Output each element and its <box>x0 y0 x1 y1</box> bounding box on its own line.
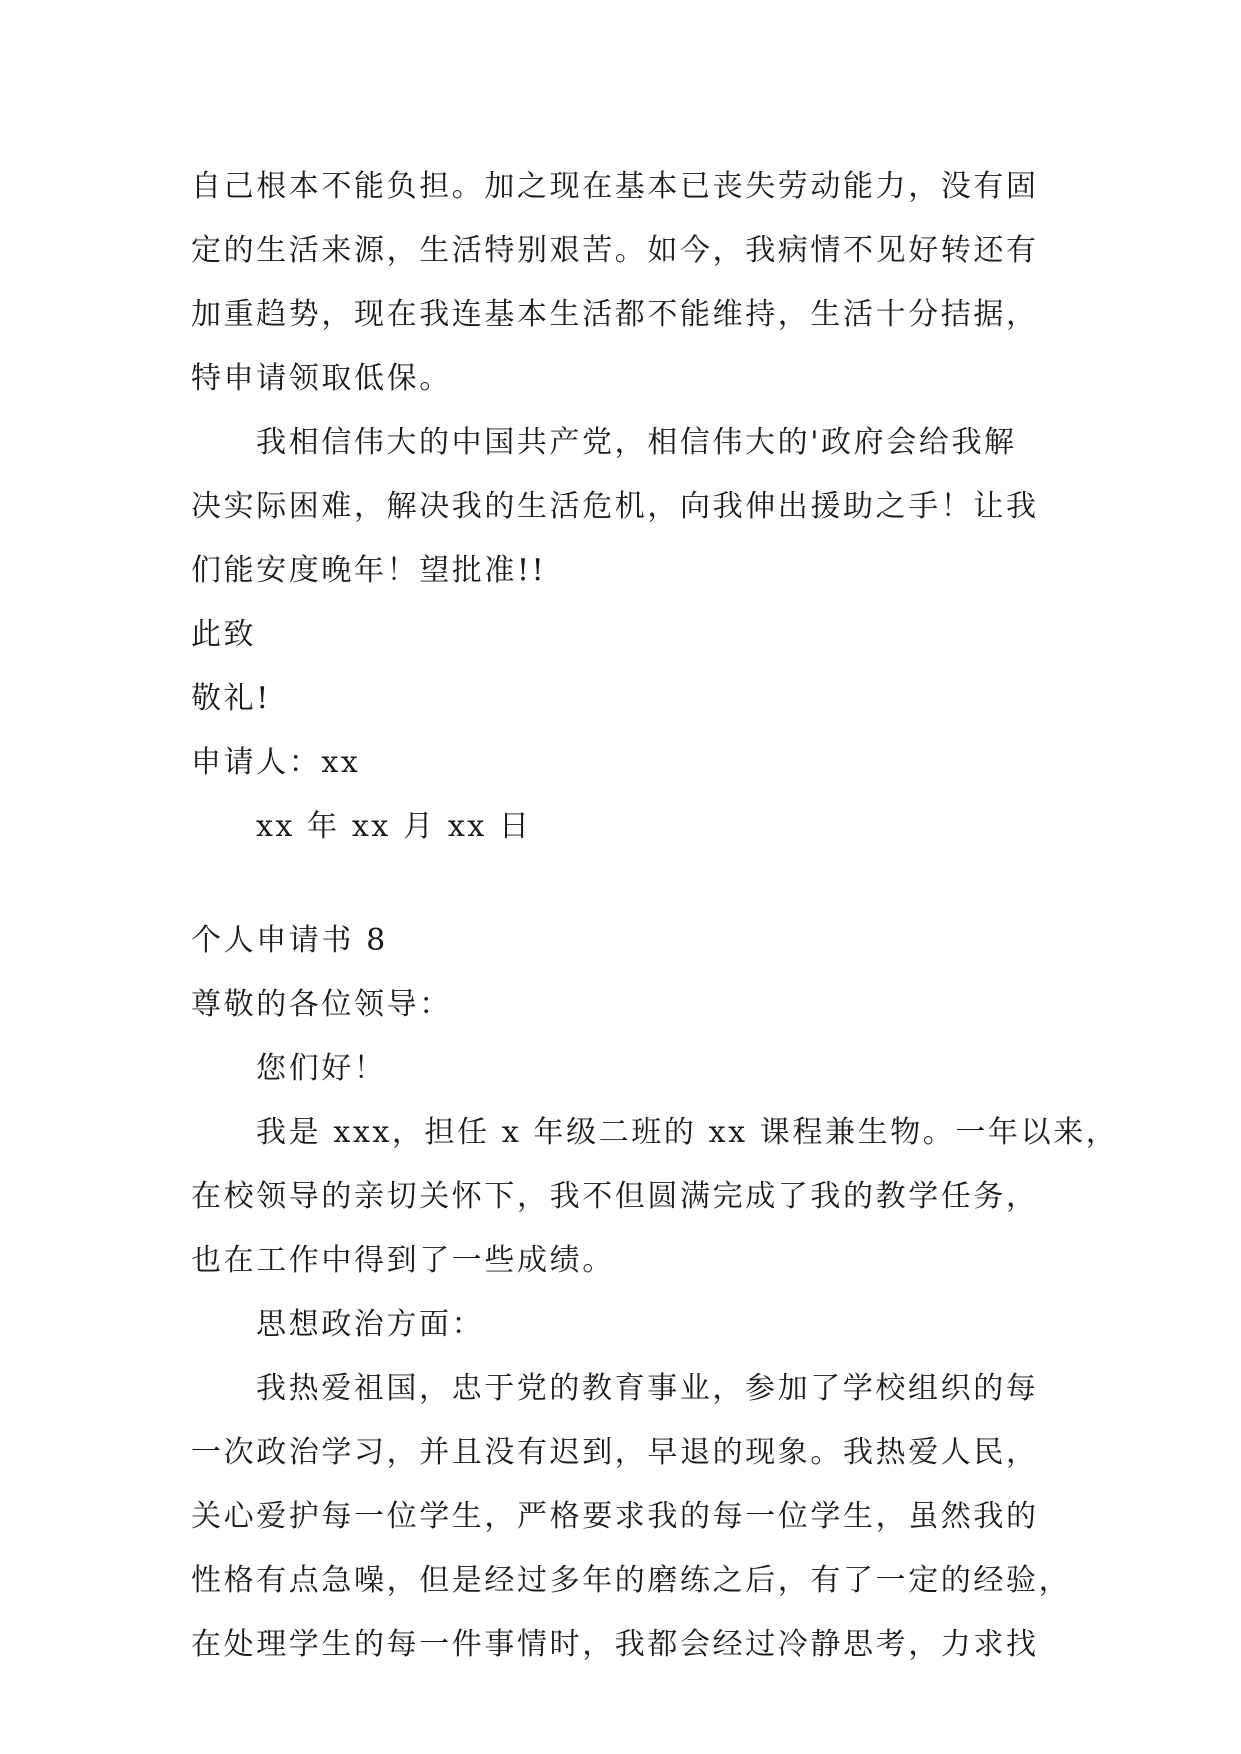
body-line: 性格有点急噪，但是经过多年的磨练之后，有了一定的经验， <box>191 1563 1072 1598</box>
body-line: 定的生活来源，生活特别艰苦。如今，我病情不见好转还有 <box>191 233 1039 268</box>
body-line: 也在工作中得到了一些成绩。 <box>191 1243 615 1278</box>
body-line: 们能安度晚年！望批准!! <box>191 553 547 588</box>
body-line: 决实际困难，解决我的生活危机，向我伸出援助之手！让我 <box>191 489 1039 524</box>
applicant-signature: 申请人：xx <box>191 745 361 780</box>
salutation: 尊敬的各位领导： <box>191 987 452 1022</box>
body-line: 我是 xxx，担任 x 年级二班的 xx 课程兼生物。一年以来， <box>256 1115 1119 1150</box>
document-date: xx 年 xx 月 xx 日 <box>256 809 532 844</box>
section-spacer <box>191 859 1071 909</box>
body-line: 在校领导的亲切关怀下，我不但圆满完成了我的教学任务， <box>191 1179 1039 1214</box>
greeting: 您们好！ <box>256 1051 387 1086</box>
body-line: 我热爱祖国，忠于党的教育事业，参加了学校组织的每 <box>256 1371 1039 1406</box>
subheading: 思想政治方面： <box>256 1307 485 1342</box>
closing-line: 此致 <box>191 617 257 652</box>
closing-salute: 敬礼! <box>191 681 271 716</box>
section-title: 个人申请书 8 <box>191 923 388 958</box>
body-line: 自己根本不能负担。加之现在基本已丧失劳动能力，没有固 <box>191 169 1039 204</box>
body-line: 我相信伟大的中国共产党，相信伟大的'政府会给我解 <box>256 425 1017 460</box>
body-line: 一次政治学习，并且没有迟到，早退的现象。我热爱人民， <box>191 1435 1039 1470</box>
body-line: 特申请领取低保。 <box>191 361 452 396</box>
body-line: 关心爱护每一位学生，严格要求我的每一位学生，虽然我的 <box>191 1499 1039 1534</box>
document-body <box>191 155 1119 1677</box>
body-line: 在处理学生的每一件事情时，我都会经过冷静思考，力求找 <box>191 1627 1039 1662</box>
body-line: 加重趋势，现在我连基本生活都不能维持，生活十分拮据， <box>191 297 1039 332</box>
